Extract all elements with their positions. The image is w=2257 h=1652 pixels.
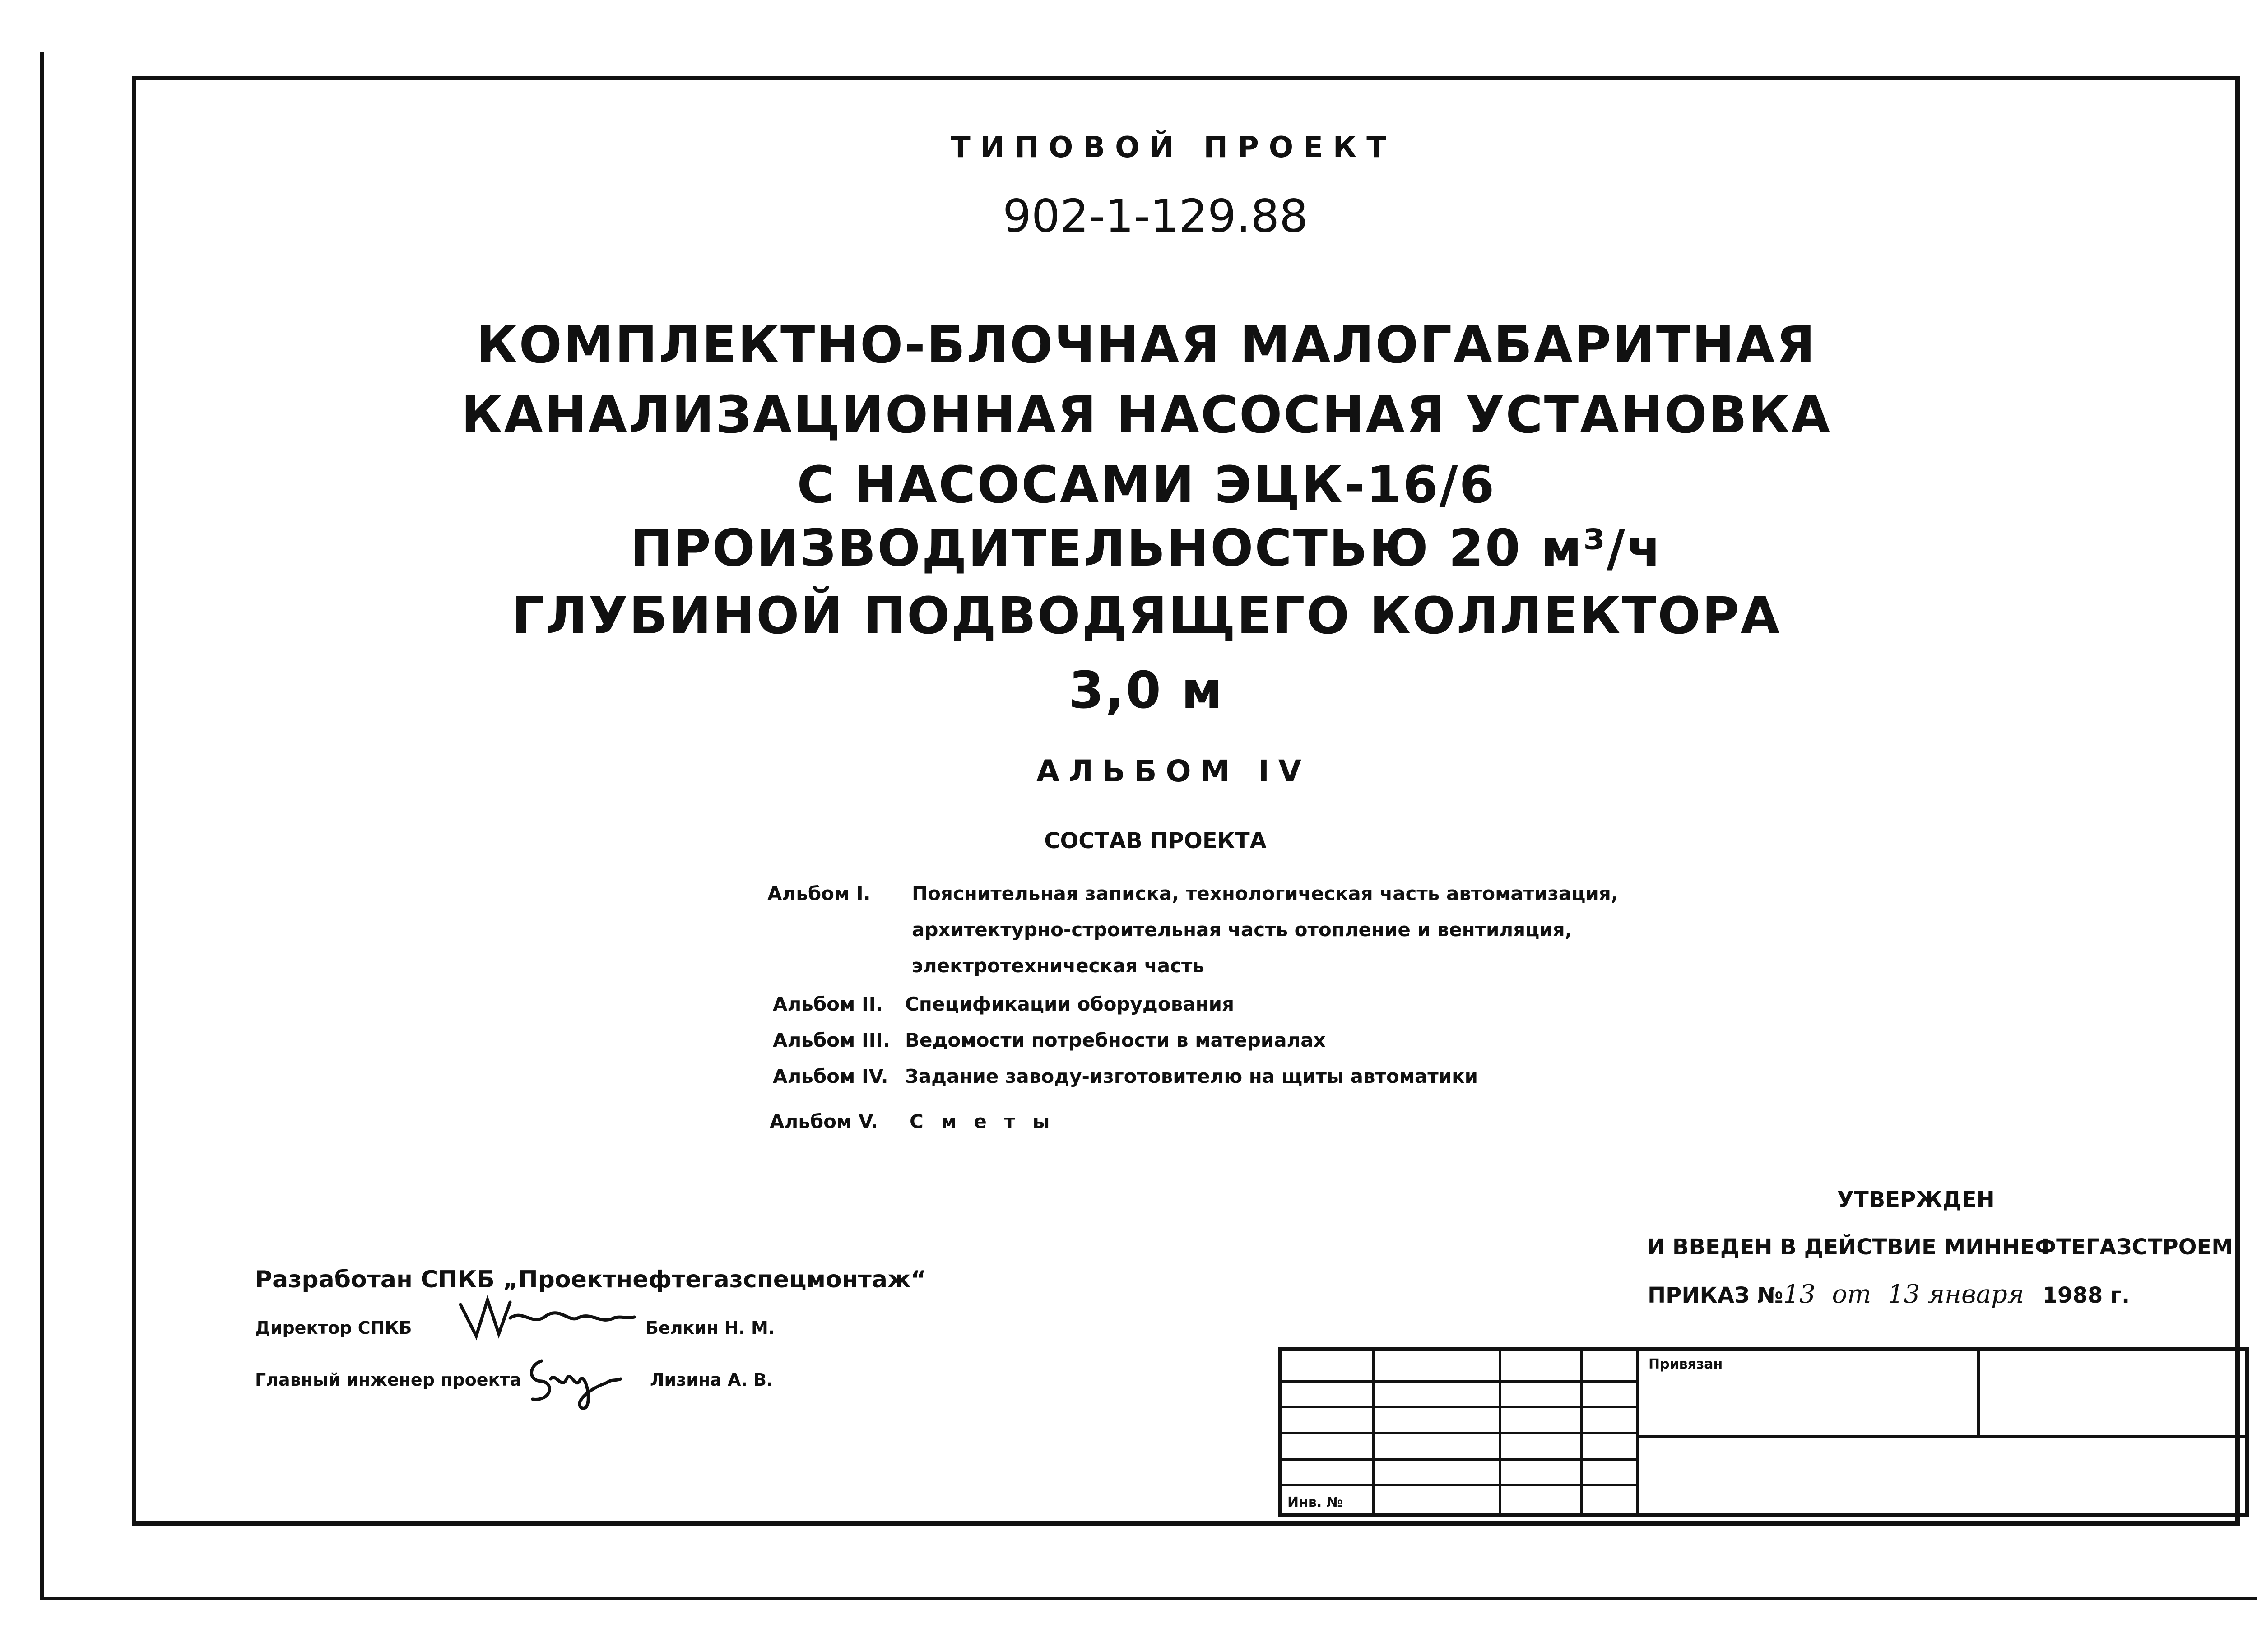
title-line-6: 3,0 м (1068, 661, 1224, 720)
album-heading: АЛЬБОМ IV (1036, 754, 1310, 789)
title-line-2: КАНАЛИЗАЦИОННАЯ НАСОСНАЯ УСТАНОВКА (461, 386, 1832, 445)
stamp-row-line (1282, 1458, 1639, 1461)
approved-line-1: УТВЕРЖДЕН (1837, 1187, 1995, 1212)
album-3-label: Альбом III. (773, 1029, 890, 1051)
order-from: от (1832, 1280, 1872, 1309)
album-1-text-3: электротехническая часть (912, 955, 1204, 977)
director-title: Директор СПКБ (255, 1318, 412, 1338)
title-line-1: КОМПЛЕКТНО-БЛОЧНАЯ МАЛОГАБАРИТНАЯ (476, 316, 1816, 375)
album-2-text: Спецификации оборудования (905, 993, 1235, 1015)
scan-border-left (40, 52, 44, 1598)
stamp-divider (1977, 1351, 1980, 1436)
linked-label: Привязан (1649, 1356, 1723, 1372)
approval-order (1648, 1280, 2130, 1309)
stamp-row-line (1282, 1432, 1639, 1434)
director-signature (456, 1291, 636, 1350)
album-4-text: Задание заводу-изготовителю на щиты автоматики (905, 1065, 1478, 1087)
album-1-text-2: архитектурно-строительная часть отопление и вентиляция, (912, 919, 1572, 941)
chief-engineer-signature (524, 1347, 623, 1415)
project-series: ТИПОВОЙ ПРОЕКТ (951, 131, 1396, 164)
contents-heading: СОСТАВ ПРОЕКТА (1044, 828, 1267, 854)
chief-engineer-name: Лизина А. В. (650, 1370, 773, 1390)
project-number: 902-1-129.88 (1003, 190, 1308, 242)
album-5-text: С м е т ы (910, 1110, 1055, 1132)
stamp-row-line (1282, 1380, 1639, 1383)
stamp-row-line (1282, 1406, 1639, 1408)
title-block-stamp (1278, 1347, 2249, 1517)
album-1-label: Альбом I. (767, 882, 871, 905)
order-date: 13 января (1888, 1280, 2024, 1309)
scan-border-bottom (40, 1597, 2257, 1600)
title-line-4: ПРОИЗВОДИТЕЛЬНОСТЬЮ 20 м³/ч (630, 519, 1663, 578)
album-4-label: Альбом IV. (773, 1065, 888, 1087)
approved-line-2: И ВВЕДЕН В ДЕЙСТВИЕ МИННЕФТЕГАЗСТРОЕМ (1647, 1234, 2234, 1260)
stamp-row-line (1636, 1435, 2246, 1438)
director-name: Белкин Н. М. (646, 1318, 775, 1338)
album-2-label: Альбом II. (773, 993, 883, 1015)
order-prefix: ПРИКАЗ № (1648, 1283, 1783, 1308)
developed-by: Разработан СПКБ „Проектнефтегазспецмонтаж“ (255, 1266, 926, 1293)
album-5-label: Альбом V. (770, 1110, 878, 1132)
order-number: 13 (1783, 1280, 1816, 1309)
stamp-row-line (1282, 1484, 1639, 1486)
chief-engineer-title: Главный инженер проекта (255, 1370, 521, 1390)
title-line-3: С НАСОСАМИ ЭЦК-16/6 (797, 456, 1496, 515)
inventory-label: Инв. № (1287, 1494, 1343, 1510)
order-year: 1988 г. (2042, 1283, 2130, 1308)
title-line-5: ГЛУБИНОЙ ПОДВОДЯЩЕГО КОЛЛЕКТОРА (511, 587, 1781, 645)
album-3-text: Ведомости потребности в материалах (905, 1029, 1326, 1051)
album-1-text-1: Пояснительная записка, технологическая часть автоматизация, (912, 882, 1618, 905)
